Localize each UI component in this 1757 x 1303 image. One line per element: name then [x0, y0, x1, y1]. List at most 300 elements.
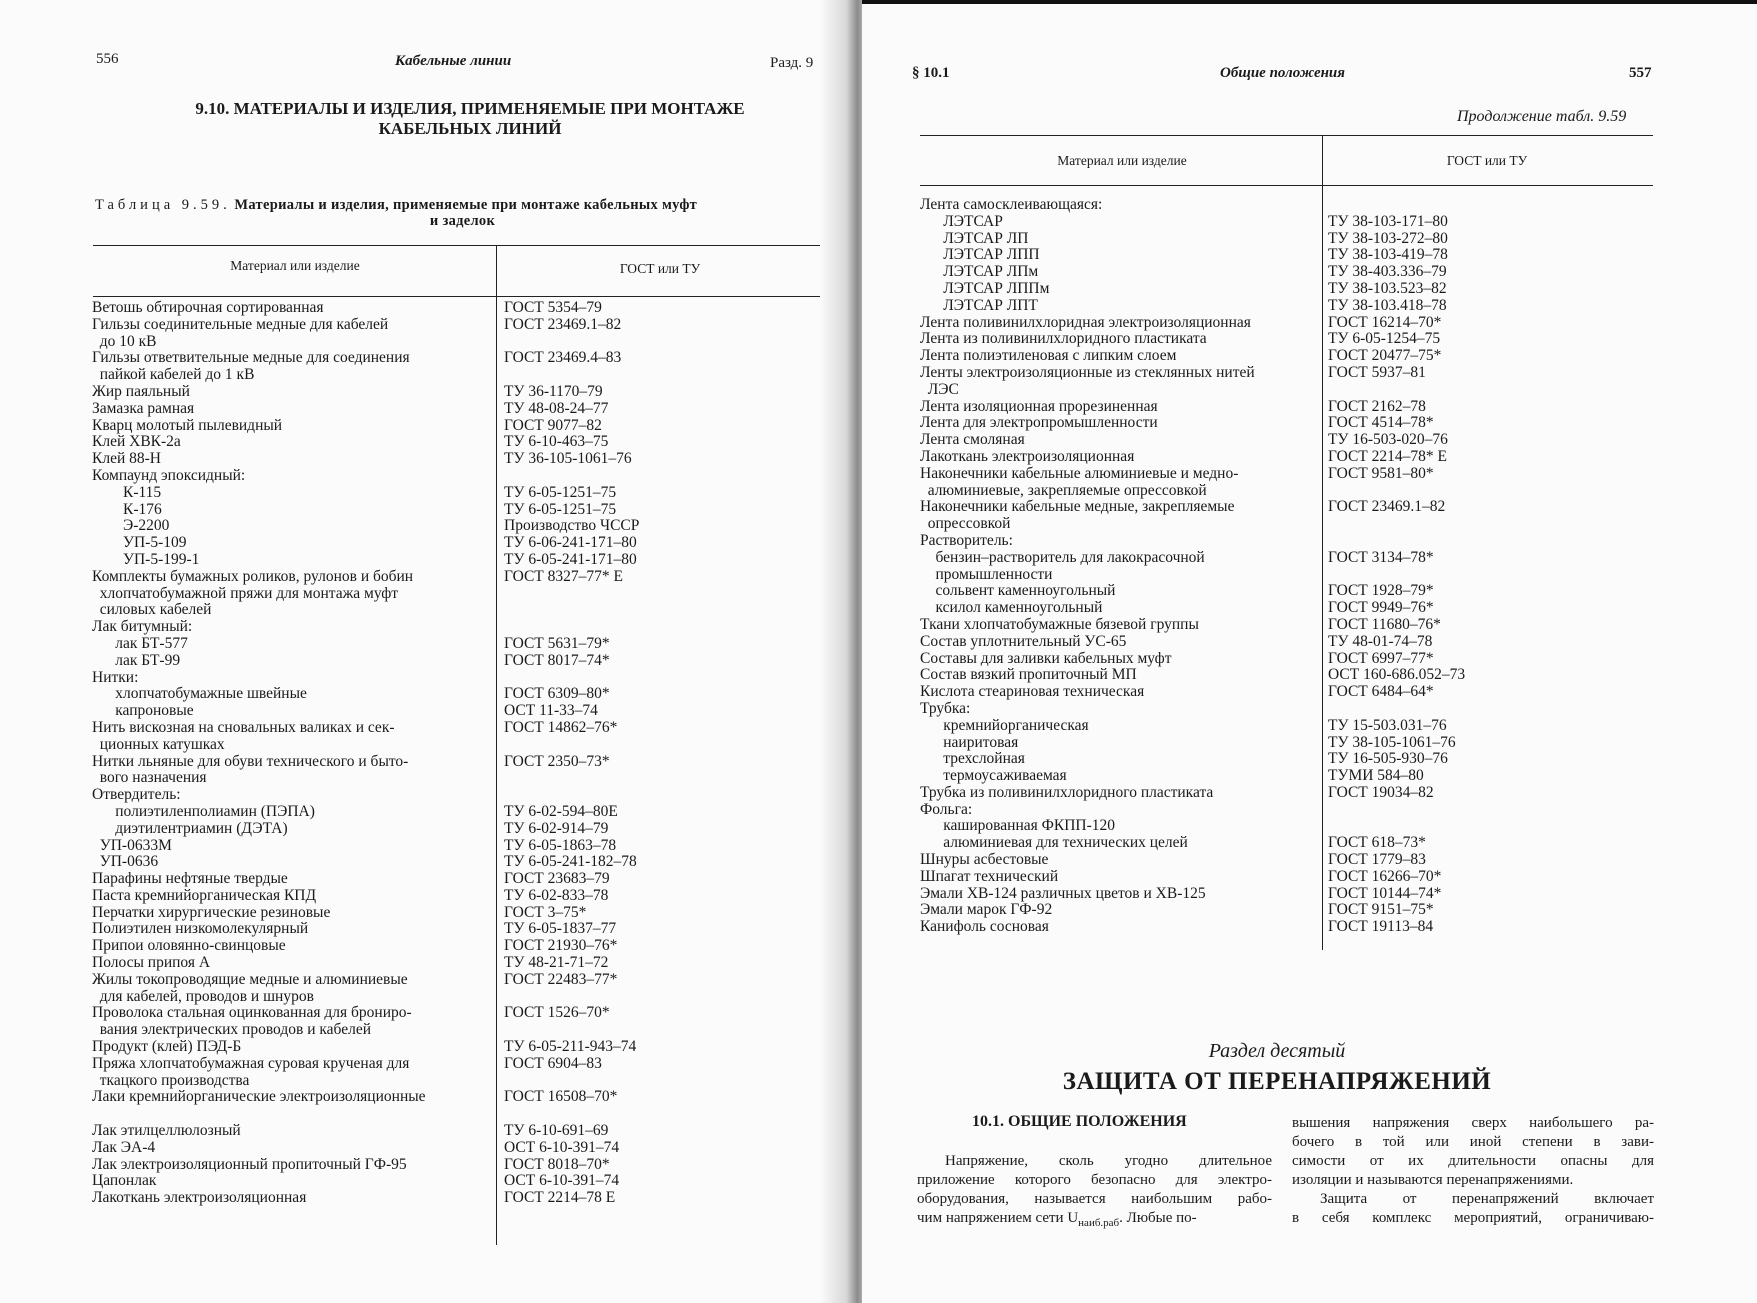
gost-cell: ГОСТ 22483–77* [504, 970, 618, 988]
material-cell [92, 384, 190, 401]
material-line: трехслойная [920, 750, 1025, 768]
material-cell [920, 247, 1040, 264]
gost-cell: ТУ 48-08-24–77 [504, 399, 609, 417]
table-row [920, 298, 1655, 315]
gost-cell: ГОСТ 3–75* [504, 903, 587, 921]
material-cell [920, 231, 1028, 248]
material-line: Лак этилцеллюлозный [92, 1122, 241, 1140]
material-cell [920, 818, 1115, 835]
table-row [92, 871, 832, 888]
material-line: УП-5-199-1 [92, 550, 200, 568]
left-page [0, 0, 850, 1303]
material-line: Шпагат технический [920, 867, 1059, 885]
gost-cell: ГОСТ 2214–78* Е [1328, 447, 1447, 465]
gost-cell: ГОСТ 6904–83 [504, 1054, 602, 1072]
material-cell [92, 451, 161, 468]
material-line: Ветошь обтирочная сортированная [92, 299, 324, 316]
gost-cell: ГОСТ 9151–75* [1328, 901, 1434, 919]
material-line: Жилы токопроводящие медные и алюминиевые [92, 970, 408, 988]
material-line: опрессовкой [920, 515, 1011, 533]
material-cell [92, 401, 194, 418]
material-cell [92, 569, 413, 619]
gost-cell: ГОСТ 23469.1–82 [504, 315, 622, 333]
material-line: Эмали ХВ-124 различных цветов и ХВ-125 [920, 884, 1206, 902]
col2-line-2: бочего в той или иной степени в зави- [1292, 1134, 1654, 1150]
material-cell [92, 854, 158, 871]
gost-cell: ГОСТ 5631–79* [504, 634, 610, 652]
gost-cell: ГОСТ 6309–80* [504, 685, 610, 703]
gost-cell: ТУ 38-103.523–82 [1328, 279, 1447, 297]
gost-cell: ТУ 16-505-930–76 [1328, 750, 1448, 768]
material-line: Лента изоляционная прорезиненная [920, 397, 1158, 415]
material-cell [920, 466, 1238, 500]
material-line: Пряжа хлопчатобумажная суровая крученая для [92, 1054, 410, 1072]
table-row [920, 835, 1655, 852]
right-running-title: Общие положения [1220, 65, 1345, 81]
material-cell [92, 1140, 155, 1157]
material-cell [92, 1005, 412, 1039]
material-cell [92, 871, 288, 888]
material-cell [92, 552, 199, 569]
material-cell [92, 518, 169, 535]
material-cell [920, 869, 1058, 886]
gost-cell: ТУ 6-05-241-171–80 [504, 550, 637, 568]
material-cell [92, 418, 282, 435]
material-line: Паста кремнийорганическая КПД [92, 886, 317, 904]
table-row [920, 331, 1655, 348]
material-line: Припои оловянно-свинцовые [92, 937, 286, 955]
gost-cell: ГОСТ 5937–81 [1328, 363, 1426, 381]
gost-cell: ТУ 36-1170–79 [504, 382, 603, 400]
table-row [92, 754, 832, 788]
gost-cell: ГОСТ 23469.1–82 [1328, 498, 1446, 516]
material-cell [920, 315, 1251, 332]
material-cell [920, 919, 1049, 936]
gost-cell: ГОСТ 9581–80* [1328, 464, 1434, 482]
material-line: Кислота стеариновая техническая [920, 683, 1145, 701]
material-cell [920, 365, 1255, 399]
gost-cell: ГОСТ 2162–78 [1328, 397, 1426, 415]
material-cell [92, 1123, 241, 1140]
table-row [92, 686, 832, 703]
gost-cell: ТУ 36-105-1061–76 [504, 450, 632, 468]
table-row [920, 415, 1655, 432]
left-col-header-material: Материал или изделие [230, 258, 360, 273]
gost-cell: ГОСТ 1779–83 [1328, 851, 1426, 869]
col2-line-3: симости от их длительности опасны для [1292, 1153, 1654, 1169]
material-cell [920, 718, 1089, 735]
material-line: Канифоль сосновая [920, 918, 1049, 936]
gost-cell: ГОСТ 1526–70* [504, 1004, 610, 1022]
material-cell [920, 550, 1205, 584]
material-cell [92, 670, 138, 687]
gost-cell: ГОСТ 5354–79 [504, 299, 602, 316]
material-line: Отвердитель: [92, 786, 181, 804]
material-line: Лак ЭА-4 [92, 1138, 156, 1156]
material-line: вания электрических проводов и кабелей [92, 1021, 372, 1039]
col1-line-1: Напряжение, сколь угодно длительное [945, 1153, 1272, 1169]
gost-cell: ГОСТ 618–73* [1328, 834, 1426, 852]
left-section-ref: Разд. 9 [770, 55, 814, 71]
material-cell [920, 331, 1207, 348]
table-row [92, 350, 832, 384]
table-caption-text-1: Материалы и изделия, применяемые при монтаже кабельных муфт [234, 197, 698, 213]
material-cell [920, 634, 1126, 651]
material-cell [920, 735, 1018, 752]
material-cell [92, 905, 330, 922]
material-cell [92, 535, 187, 552]
gost-cell: ГОСТ 19113–84 [1328, 918, 1434, 936]
table-row [920, 869, 1655, 886]
material-cell [92, 317, 388, 351]
material-cell [920, 651, 1171, 668]
gost-cell: ТУ 6-05-211-943–74 [504, 1038, 637, 1056]
table-row [920, 281, 1655, 298]
material-line: Комплекты бумажных роликов, рулонов и бобин [92, 567, 414, 585]
table-row [92, 670, 832, 687]
gost-cell: ТУ 16-503-020–76 [1328, 431, 1448, 449]
material-line: Ткани хлопчатобумажные бязевой группы [920, 615, 1199, 633]
material-line: Парафины нефтяные твердые [92, 870, 288, 888]
top-edge-shadow [862, 0, 1757, 4]
table-row [92, 1190, 832, 1207]
material-line: Состав уплотнительный УС-65 [920, 632, 1127, 650]
left-table-header-rule [93, 296, 828, 297]
material-cell [92, 653, 180, 670]
material-line: полиэтиленполиамин (ПЭПА) [92, 802, 315, 820]
material-line: ЛЭТСАР ЛП [920, 229, 1029, 247]
gost-cell: ТУ 6-05-1254–75 [1328, 330, 1441, 348]
table-row [92, 972, 832, 1006]
table-row [92, 1157, 832, 1174]
material-line: Трубка: [920, 699, 971, 717]
material-cell [920, 298, 1038, 315]
material-line: до 10 кВ [92, 332, 157, 350]
material-line: Растворитель: [920, 531, 1013, 549]
table-row [920, 701, 1655, 718]
table-row [92, 451, 832, 468]
right-col-header-material: Материал или изделие [1057, 153, 1187, 168]
material-cell [92, 300, 324, 317]
gost-cell: ГОСТ 16508–70* [504, 1088, 618, 1106]
material-cell [920, 348, 1176, 365]
material-line: для кабелей, проводов и шнуров [92, 987, 314, 1005]
material-line: Наконечники кабельные медные, закрепляемые [920, 498, 1235, 516]
gost-cell: ОСТ 11-33–74 [504, 702, 598, 720]
gost-cell: ТУ 6-02-594–80Е [504, 802, 618, 820]
material-cell [92, 787, 181, 804]
material-cell [920, 768, 1067, 785]
material-line: Нитки льняные для обуви технического и быто- [92, 752, 409, 770]
material-line: Лента смоляная [920, 431, 1025, 449]
material-line: УП-0636 [92, 853, 159, 871]
table-row [92, 905, 832, 922]
table-row [920, 231, 1655, 248]
material-cell [920, 886, 1206, 903]
table-row [92, 384, 832, 401]
material-line: промышленности [920, 565, 1053, 583]
material-line: К-115 [92, 483, 162, 501]
material-cell [92, 485, 161, 502]
table-row [92, 787, 832, 804]
material-line: Лента из поливинилхлоридного пластиката [920, 330, 1207, 348]
gost-cell: ГОСТ 19034–82 [1328, 783, 1434, 801]
table-row [920, 852, 1655, 869]
material-line: лак БТ-99 [92, 651, 181, 669]
col2-line-1: вышения напряжения сверх наибольшего ра- [1292, 1115, 1654, 1131]
material-cell [920, 533, 1013, 550]
material-line: алюминиевая для технических целей [920, 834, 1188, 852]
table-row [920, 550, 1655, 584]
material-line: ЛЭТСАР ЛПм [920, 263, 1039, 281]
left-page-number: 556 [96, 51, 119, 67]
material-cell [92, 1157, 407, 1174]
material-line: Э-2200 [92, 517, 170, 535]
gost-cell: ТУ 6-02-833–78 [504, 886, 609, 904]
table-row [92, 938, 832, 955]
gost-cell: ОСТ 160-686.052–73 [1328, 666, 1466, 684]
material-line: Состав вязкий пропиточный МП [920, 666, 1137, 684]
table-row [92, 1140, 832, 1157]
gost-cell: ГОСТ 16214–70* [1328, 313, 1442, 331]
material-cell [92, 955, 210, 972]
table-row [920, 365, 1655, 399]
material-line: хлопчатобумажной пряжи для монтажа муфт [92, 584, 399, 602]
material-cell [920, 802, 972, 819]
table-row [92, 401, 832, 418]
material-cell [92, 838, 172, 855]
material-cell [920, 499, 1234, 533]
table-row [92, 300, 832, 317]
col1-line-4 [917, 1209, 1272, 1233]
material-line: хлопчатобумажные швейные [92, 685, 307, 703]
material-cell [92, 350, 410, 384]
material-cell [920, 415, 1158, 432]
material-cell [92, 703, 194, 720]
gost-cell: ТУ 38-103-419–78 [1328, 246, 1448, 264]
material-line: ЛЭТСАР [920, 212, 1003, 230]
gost-cell: ТУ 38-103.418–78 [1328, 296, 1447, 314]
right-table-top-rule [920, 135, 1653, 136]
table-row [920, 264, 1655, 281]
material-line: Лента полиэтиленовая с липким слоем [920, 347, 1177, 365]
material-line: Цапонлак [92, 1172, 157, 1190]
material-line: Гильзы ответвительные медные для соединения [92, 349, 410, 367]
left-table-top-rule [93, 245, 828, 246]
material-line: Эмали марок ГФ-92 [920, 901, 1053, 919]
table-row [92, 703, 832, 720]
table-row [920, 214, 1655, 231]
gost-cell: Производство ЧССР [504, 517, 640, 535]
table-row [92, 619, 832, 636]
material-cell [92, 972, 408, 1006]
table-row [92, 636, 832, 653]
table-row [92, 955, 832, 972]
gost-cell: ТУ 38-103-272–80 [1328, 229, 1448, 247]
material-cell [920, 751, 1025, 768]
material-line: ЛЭТСАР ЛППм [920, 279, 1050, 297]
table-row [920, 818, 1655, 835]
material-line: Жир паяльный [92, 382, 190, 400]
gost-cell: ГОСТ 1928–79* [1328, 582, 1434, 600]
table-row [92, 1005, 832, 1039]
table-row [92, 468, 832, 485]
table-row [920, 499, 1655, 533]
material-line: Лаки кремнийорганические электроизоляционные [92, 1088, 426, 1106]
material-line: Компаунд эпоксидный: [92, 466, 246, 484]
table-row [920, 886, 1655, 903]
table-row [92, 838, 832, 855]
gost-cell: ГОСТ 8017–74* [504, 651, 610, 669]
right-table-header-rule [920, 185, 1653, 186]
gost-cell: ГОСТ 10144–74* [1328, 884, 1442, 902]
gost-cell: ТУ 38-403.336–79 [1328, 263, 1447, 281]
material-line: ционных катушках [92, 735, 225, 753]
material-cell [920, 600, 1102, 617]
table-row [92, 434, 832, 451]
material-line: Трубка из поливинилхлоридного пластиката [920, 783, 1214, 801]
section-title-line-2: КАБЕЛЬНЫХ ЛИНИЙ [378, 119, 562, 138]
table-row [920, 247, 1655, 264]
table-row [92, 720, 832, 754]
table-row [920, 600, 1655, 617]
material-line: Продукт (клей) ПЭД-Б [92, 1038, 242, 1056]
body-text-column-1 [917, 1152, 1272, 1233]
table-row [92, 1089, 832, 1123]
table-row [92, 569, 832, 619]
material-cell [92, 888, 316, 905]
table-row [92, 921, 832, 938]
body-text-column-2 [1292, 1114, 1654, 1228]
material-cell [920, 617, 1199, 634]
table-row [92, 821, 832, 838]
subsection-title: 10.1. ОБЩИЕ ПОЛОЖЕНИЯ [972, 1113, 1187, 1130]
table-row [920, 768, 1655, 785]
table-row [92, 1123, 832, 1140]
material-line: Полосы припоя А [92, 954, 211, 972]
material-line: Лакоткань электроизоляционная [920, 447, 1135, 465]
material-line: К-176 [92, 500, 162, 518]
material-line: Кварц молотый пылевидный [92, 416, 283, 434]
material-line: силовых кабелей [92, 601, 212, 619]
material-cell [92, 754, 408, 788]
gost-cell: ТУ 6-10-691–69 [504, 1122, 609, 1140]
gost-cell: ГОСТ 14862–76* [504, 718, 618, 736]
table-row [92, 1173, 832, 1190]
gost-cell: ТУ 6-05-1863–78 [504, 836, 617, 854]
gost-cell: ГОСТ 4514–78* [1328, 414, 1434, 432]
gost-cell: ГОСТ 23469.4–83 [504, 349, 622, 367]
material-line: ЛЭС [920, 380, 959, 398]
table-row [92, 552, 832, 569]
gost-cell: ОСТ 6-10-391–74 [504, 1138, 620, 1156]
gost-cell: ГОСТ 8327–77* Е [504, 567, 623, 585]
table-row [920, 735, 1655, 752]
gost-cell: ГОСТ 2214–78 Е [504, 1189, 616, 1207]
table-row [920, 902, 1655, 919]
table-row [920, 583, 1655, 600]
table-row [920, 751, 1655, 768]
material-line: Лакоткань электроизоляционная [92, 1189, 307, 1207]
material-cell [92, 1039, 241, 1056]
material-line: Лента поливинилхлоридная электроизоляционная [920, 313, 1251, 331]
material-cell [920, 214, 1003, 231]
table-row [920, 315, 1655, 332]
material-line [92, 1106, 426, 1123]
material-cell [920, 197, 1102, 214]
gost-cell: ТУ 15-503.031–76 [1328, 716, 1447, 734]
gost-cell: ТУ 6-05-241-182–78 [504, 853, 637, 871]
material-cell [92, 720, 395, 754]
material-cell [920, 684, 1144, 701]
material-cell [92, 1089, 426, 1123]
gost-cell: ОСТ 6-10-391–74 [504, 1172, 620, 1190]
material-cell [92, 686, 307, 703]
gost-cell: ГОСТ 23683–79 [504, 870, 610, 888]
table-row [92, 854, 832, 871]
gost-cell: ГОСТ 16266–70* [1328, 867, 1442, 885]
material-line: Лак электроизоляционный пропиточный ГФ-95 [92, 1155, 407, 1173]
gost-cell: ГОСТ 8018–70* [504, 1155, 610, 1173]
gost-cell: ГОСТ 2350–73* [504, 752, 610, 770]
right-section-ref: § 10.1 [912, 65, 950, 81]
material-line: кашированная ФКПП-120 [920, 817, 1116, 835]
material-line: Замазка рамная [92, 399, 195, 417]
table-row [920, 449, 1655, 466]
table-caption-text-2: и заделок [429, 213, 496, 229]
table-row [920, 617, 1655, 634]
material-line: Шнуры асбестовые [920, 851, 1049, 869]
table-row [920, 466, 1655, 500]
material-line: Лента самосклеивающаяся: [920, 196, 1103, 213]
right-page [862, 0, 1757, 1303]
table-row [92, 317, 832, 351]
gost-cell: ТУ 6-02-914–79 [504, 819, 609, 837]
gost-cell: ГОСТ 3134–78* [1328, 548, 1434, 566]
material-line: капроновые [92, 702, 194, 720]
gost-cell: ТУ 6-05-1837–77 [504, 920, 617, 938]
material-cell [920, 583, 1115, 600]
material-line: пайкой кабелей до 1 кВ [92, 366, 255, 384]
table-row [920, 348, 1655, 365]
gost-cell: ТУ 38-103-171–80 [1328, 212, 1448, 230]
material-cell [920, 902, 1052, 919]
material-cell [92, 1190, 306, 1207]
material-cell [920, 449, 1134, 466]
material-line: УП-5-109 [92, 534, 187, 552]
material-cell [920, 399, 1158, 416]
table-caption-label: Таблица 9.59. [95, 197, 231, 213]
material-line: Составы для заливки кабельных муфт [920, 649, 1172, 667]
gost-cell: ГОСТ 9949–76* [1328, 599, 1434, 617]
material-cell [92, 1056, 409, 1090]
table-row [92, 518, 832, 535]
table-row [920, 919, 1655, 936]
table-continuation-note: Продолжение табл. 9.59 [1457, 108, 1627, 125]
material-cell [920, 432, 1025, 449]
section-title [90, 99, 850, 139]
material-line: Ленты электроизоляционные из стеклянных нитей [920, 363, 1255, 381]
table-row [92, 1056, 832, 1090]
left-col-header-gost: ГОСТ или ТУ [619, 261, 701, 276]
material-line: наиритовая [920, 733, 1019, 751]
material-cell [92, 434, 181, 451]
material-line: лак БТ-577 [92, 634, 188, 652]
material-line: Наконечники кабельные алюминиевые и медно- [920, 464, 1239, 482]
table-row [920, 432, 1655, 449]
table-row [920, 533, 1655, 550]
material-line: Нить вискозная на сновальных валиках и сек- [92, 718, 395, 736]
